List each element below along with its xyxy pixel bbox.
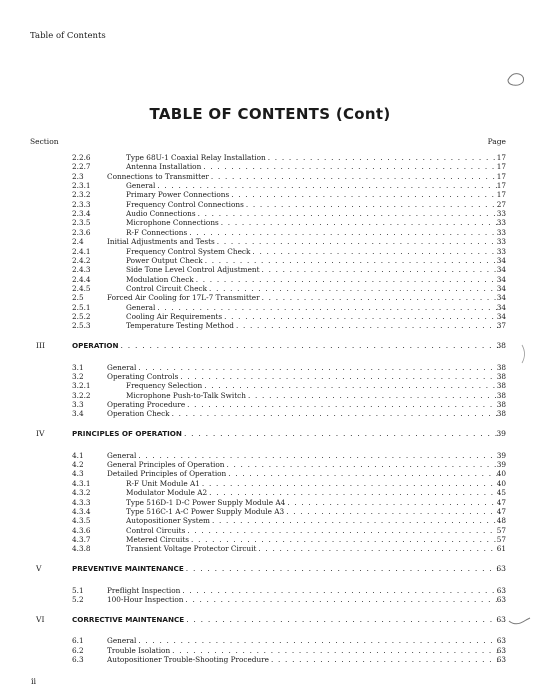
toc-row (0, 636, 540, 645)
toc-entry-page: 47 (496, 506, 506, 516)
toc-row (0, 391, 540, 400)
toc-entry-title: General Principles of Operation (107, 460, 225, 470)
toc-entry-number: 4.3.8 (72, 544, 91, 554)
toc-entry-page: 61 (496, 544, 506, 554)
toc-entry-page: 33 (496, 246, 506, 256)
toc-entry-number: 2.3.3 (72, 199, 91, 209)
toc-entry-title: Modulator Module A2 (126, 488, 208, 498)
toc-entry-title: General (126, 181, 156, 191)
toc-entry (107, 595, 498, 604)
toc-row (0, 469, 540, 478)
toc-entry (126, 153, 498, 162)
toc-entry-page: 63 (496, 655, 506, 664)
page-title: TABLE OF CONTENTS (Cont) (149, 105, 391, 123)
toc-entry-title: PREVENTIVE MAINTENANCE (72, 564, 184, 574)
toc-entry-number: 4.2 (72, 460, 84, 470)
toc-entry-page: 34 (496, 255, 506, 265)
toc-entry-number: 2.2.7 (72, 162, 91, 172)
page-column-header: Page (487, 137, 506, 146)
toc-entry-title: Detailed Principles of Operation (107, 469, 227, 479)
toc-entry-number: 2.2.6 (72, 153, 91, 162)
toc-entry-number: 6.1 (72, 636, 84, 646)
toc-entry-page: 40 (496, 469, 506, 479)
toc-entry-page: 34 (496, 274, 506, 284)
toc-entry-title: General (126, 302, 156, 312)
toc-entry (107, 293, 498, 302)
toc-entry-number: 3.4 (72, 409, 84, 419)
toc-entry-number: 2.3.4 (72, 209, 91, 219)
toc-row (0, 646, 540, 655)
toc-entry-number: 2.4.4 (72, 274, 91, 284)
toc-row (0, 293, 540, 302)
toc-entry-title: General (107, 636, 137, 646)
toc-entry-number: 3.1 (72, 362, 84, 372)
toc-entry-page: 34 (496, 311, 506, 321)
toc-entry-number: 2.3.2 (72, 190, 91, 200)
toc-entry-title: Antenna Installation (126, 162, 202, 172)
toc-entry-title: Side Tone Level Control Adjustment (126, 265, 260, 275)
toc-entry-number: 2.4.2 (72, 255, 91, 265)
toc-entry-page: 38 (496, 341, 506, 351)
toc-entry (126, 321, 498, 330)
toc-entry-number: 4.3.3 (72, 497, 91, 507)
toc-entry (107, 646, 498, 655)
toc-entry (107, 655, 498, 664)
toc-row (0, 321, 540, 330)
toc-entry (72, 615, 498, 624)
toc-entry (126, 218, 498, 227)
toc-entry-number: 2.4.1 (72, 246, 91, 256)
section-column-header: Section (30, 137, 59, 146)
toc-entry-title: Transient Voltage Protector Circuit (126, 544, 257, 554)
toc-entry-title: Primary Power Connections (126, 190, 230, 200)
toc-row (0, 372, 540, 381)
toc-row (0, 544, 540, 553)
toc-entry (107, 451, 498, 460)
toc-entry-title: Autopositioner Trouble-Shooting Procedure (107, 655, 269, 664)
toc-row (0, 595, 540, 604)
toc-entry-number: 4.1 (72, 450, 84, 460)
toc-entry-title: Type 516C-1 A-C Power Supply Module A3 (126, 506, 285, 516)
toc-row (0, 479, 540, 488)
toc-entry-page: 45 (496, 488, 506, 498)
toc-entry-page: 27 (496, 199, 506, 209)
toc-entry-title: Type 68U-1 Coaxial Relay Installation (126, 153, 266, 162)
toc-entry-page: 33 (496, 227, 506, 237)
toc-row (0, 488, 540, 497)
toc-entry-title: Control Circuits (126, 525, 186, 535)
toc-entry-title: Audio Connections (126, 209, 196, 219)
toc-section-numeral: VI (36, 614, 45, 624)
toc-entry-number: 4.3.7 (72, 534, 91, 544)
toc-entry (126, 488, 498, 497)
toc-entry (126, 181, 498, 190)
toc-entry (126, 162, 498, 171)
toc-entry-number: 2.3 (72, 171, 84, 181)
toc-row (0, 400, 540, 409)
toc-entry-page: 17 (496, 171, 506, 181)
toc-entry-page: 63 (496, 645, 506, 655)
toc-entry-title: Temperature Testing Method (126, 321, 234, 331)
toc-entry (126, 312, 498, 321)
toc-entry-title: Initial Adjustments and Tests (107, 237, 215, 247)
toc-entry (126, 391, 498, 400)
toc-entry-title: Type 516D-1 D-C Power Supply Module A4 (126, 497, 286, 507)
toc-row (0, 409, 540, 418)
toc-entry (107, 237, 498, 246)
toc-section-row (0, 341, 540, 350)
toc-entry-page: 17 (496, 181, 506, 191)
toc-row (0, 153, 540, 162)
toc-entry (126, 498, 498, 507)
toc-entry-number: 2.4.3 (72, 265, 91, 275)
toc-entry-title: Metered Circuits (126, 534, 190, 544)
toc-entry (126, 256, 498, 265)
toc-entry-page: 63 (496, 614, 506, 624)
toc-entry-number: 3.2.1 (72, 381, 91, 391)
toc-entry-number: 5.2 (72, 594, 84, 604)
toc-entry-page: 40 (496, 478, 506, 488)
toc-entry (107, 363, 498, 372)
toc-entry-page: 63 (496, 564, 506, 574)
toc-entry-page: 37 (496, 321, 506, 331)
toc-entry (107, 469, 498, 478)
toc-entry (126, 303, 498, 312)
toc-entry-number: 2.3.1 (72, 181, 91, 191)
toc-entry-title: Modulation Check (126, 274, 194, 284)
toc-entry-title: Forced Air Cooling for 17L-7 Transmitter (107, 293, 260, 303)
toc-entry-number: 4.3.4 (72, 506, 91, 516)
toc-entry-title: R-F Connections (126, 227, 188, 237)
toc-entry (126, 526, 498, 535)
toc-entry-page: 38 (496, 381, 506, 391)
toc-entry-page: 39 (496, 429, 506, 439)
toc-entry-number: 5.1 (72, 585, 84, 595)
toc-section-row (0, 564, 540, 573)
toc-entry-number: 2.5 (72, 293, 84, 303)
toc-entry-number: 2.3.5 (72, 218, 91, 228)
toc-entry-title: Microphone Push-to-Talk Switch (126, 390, 246, 400)
toc-entry-number: 2.5.1 (72, 302, 91, 312)
toc-entry-title: Autopositioner System (126, 516, 210, 526)
toc-entry-title: CORRECTIVE MAINTENANCE (72, 614, 185, 624)
toc-entry (72, 341, 498, 350)
toc-entry-page: 33 (496, 218, 506, 228)
toc-section-numeral: V (36, 564, 42, 574)
toc-row (0, 172, 540, 181)
toc-section-row (0, 429, 540, 438)
toc-entry-title: Operation Check (107, 409, 170, 419)
toc-entry-number: 4.3.6 (72, 525, 91, 535)
toc-row (0, 209, 540, 218)
toc-entry (126, 516, 498, 525)
toc-entry-number: 2.5.3 (72, 321, 91, 331)
toc-entry-title: Frequency Control Connections (126, 199, 244, 209)
toc-entry (107, 372, 498, 381)
toc-row (0, 516, 540, 525)
toc-row (0, 507, 540, 516)
toc-entry-page: 57 (496, 534, 506, 544)
toc-entry-number: 6.2 (72, 645, 84, 655)
toc-entry-title: 100-Hour Inspection (107, 594, 184, 604)
toc-section-numeral: III (36, 341, 45, 351)
toc-row (0, 218, 540, 227)
toc-row (0, 460, 540, 469)
toc-entry (126, 200, 498, 209)
toc-row (0, 303, 540, 312)
toc-entry (126, 479, 498, 488)
toc-row (0, 256, 540, 265)
toc-entry (107, 586, 498, 595)
toc-entry-title: OPERATION (72, 341, 119, 351)
toc-entry-page: 38 (496, 390, 506, 400)
toc-row (0, 237, 540, 246)
toc-entry-page: 63 (496, 585, 506, 595)
toc-entry-title: Operating Procedure (107, 400, 186, 410)
toc-entry-page: 17 (496, 190, 506, 200)
toc-entry-number: 4.3 (72, 469, 84, 479)
toc-row (0, 247, 540, 256)
toc-entry (126, 275, 498, 284)
toc-row (0, 363, 540, 372)
toc-entry-page: 17 (496, 162, 506, 172)
toc-entry-number: 2.5.2 (72, 311, 91, 321)
toc-entry-page: 17 (496, 153, 506, 162)
toc-row (0, 655, 540, 664)
toc-entry-page: 38 (496, 400, 506, 410)
page-number: ii (31, 677, 37, 686)
toc-row (0, 381, 540, 390)
toc-entry-title: Operating Controls (107, 372, 179, 381)
toc-row (0, 498, 540, 507)
toc-entry (126, 535, 498, 544)
toc-entry (126, 381, 498, 390)
toc-entry-number: 4.3.5 (72, 516, 91, 526)
toc-entry-page: 38 (496, 409, 506, 419)
margin-mark-top (504, 70, 528, 88)
toc-entry (72, 564, 498, 573)
toc-row (0, 181, 540, 190)
toc-entry-page: 48 (496, 516, 506, 526)
toc-entry-title: PRINCIPLES OF OPERATION (72, 429, 182, 439)
toc-entry-page: 33 (496, 237, 506, 247)
toc-entry-number: 3.2 (72, 372, 84, 381)
toc-row (0, 284, 540, 293)
toc-entry-page: 34 (496, 283, 506, 293)
toc-entry (126, 228, 498, 237)
toc-entry-page: 33 (496, 209, 506, 219)
toc-entry-page: 34 (496, 302, 506, 312)
running-header: Table of Contents (30, 31, 106, 41)
toc-entry (126, 247, 498, 256)
toc-entry-page: 34 (496, 293, 506, 303)
toc-entry (126, 284, 498, 293)
toc-entry-page: 38 (496, 372, 506, 381)
toc-entry (126, 544, 498, 553)
toc-entry-page: 38 (496, 362, 506, 372)
toc-entry-number: 4.3.2 (72, 488, 91, 498)
toc-entry (126, 265, 498, 274)
toc-entry-title: Trouble Isolation (107, 645, 171, 655)
toc-entry (107, 636, 498, 645)
toc-entry-title: General (107, 450, 137, 460)
toc-entry-title: Power Output Check (126, 255, 203, 265)
toc-entry-title: R-F Unit Module A1 (126, 478, 200, 488)
toc-entry-title: Preflight Inspection (107, 585, 181, 595)
toc-entry-number: 3.2.2 (72, 390, 91, 400)
toc-entry-page: 57 (496, 525, 506, 535)
toc-entry-page: 39 (496, 450, 506, 460)
toc-entry-title: Frequency Selection (126, 381, 203, 391)
toc-row (0, 586, 540, 595)
toc-entry-page: 34 (496, 265, 506, 275)
toc-entry-page: 47 (496, 497, 506, 507)
toc-entry-number: 6.3 (72, 655, 84, 664)
toc-entry-title: Microphone Connections (126, 218, 219, 228)
toc-entry-number: 3.3 (72, 400, 84, 410)
toc-entry (126, 507, 498, 516)
toc-entry (72, 429, 498, 438)
toc-entry-title: General (107, 362, 137, 372)
toc-entry (107, 409, 498, 418)
toc-entry-title: Connections to Transmitter (107, 171, 209, 181)
toc-entry-title: Cooling Air Requirements (126, 311, 223, 321)
toc-row (0, 228, 540, 237)
toc-entry (107, 172, 498, 181)
toc-section-row (0, 615, 540, 624)
toc-entry-title: Frequency Control System Check (126, 246, 251, 256)
toc-row (0, 535, 540, 544)
toc-entry (107, 460, 498, 469)
toc-row (0, 312, 540, 321)
toc-row (0, 162, 540, 171)
toc-row (0, 200, 540, 209)
toc-row (0, 451, 540, 460)
toc-entry-number: 2.3.6 (72, 227, 91, 237)
toc-entry (126, 190, 498, 199)
toc-row (0, 275, 540, 284)
toc-row (0, 190, 540, 199)
toc-row (0, 265, 540, 274)
toc-section-numeral: IV (36, 429, 45, 439)
toc-entry-page: 39 (496, 460, 506, 470)
toc-row (0, 526, 540, 535)
toc-entry-number: 4.3.1 (72, 478, 91, 488)
toc-entry-title: Control Circuit Check (126, 283, 208, 293)
toc-entry-number: 2.4.5 (72, 283, 91, 293)
toc-entry (126, 209, 498, 218)
toc-entry-page: 63 (496, 594, 506, 604)
toc-entry-number: 2.4 (72, 237, 84, 247)
toc-entry (107, 400, 498, 409)
toc-entry-page: 63 (496, 636, 506, 646)
